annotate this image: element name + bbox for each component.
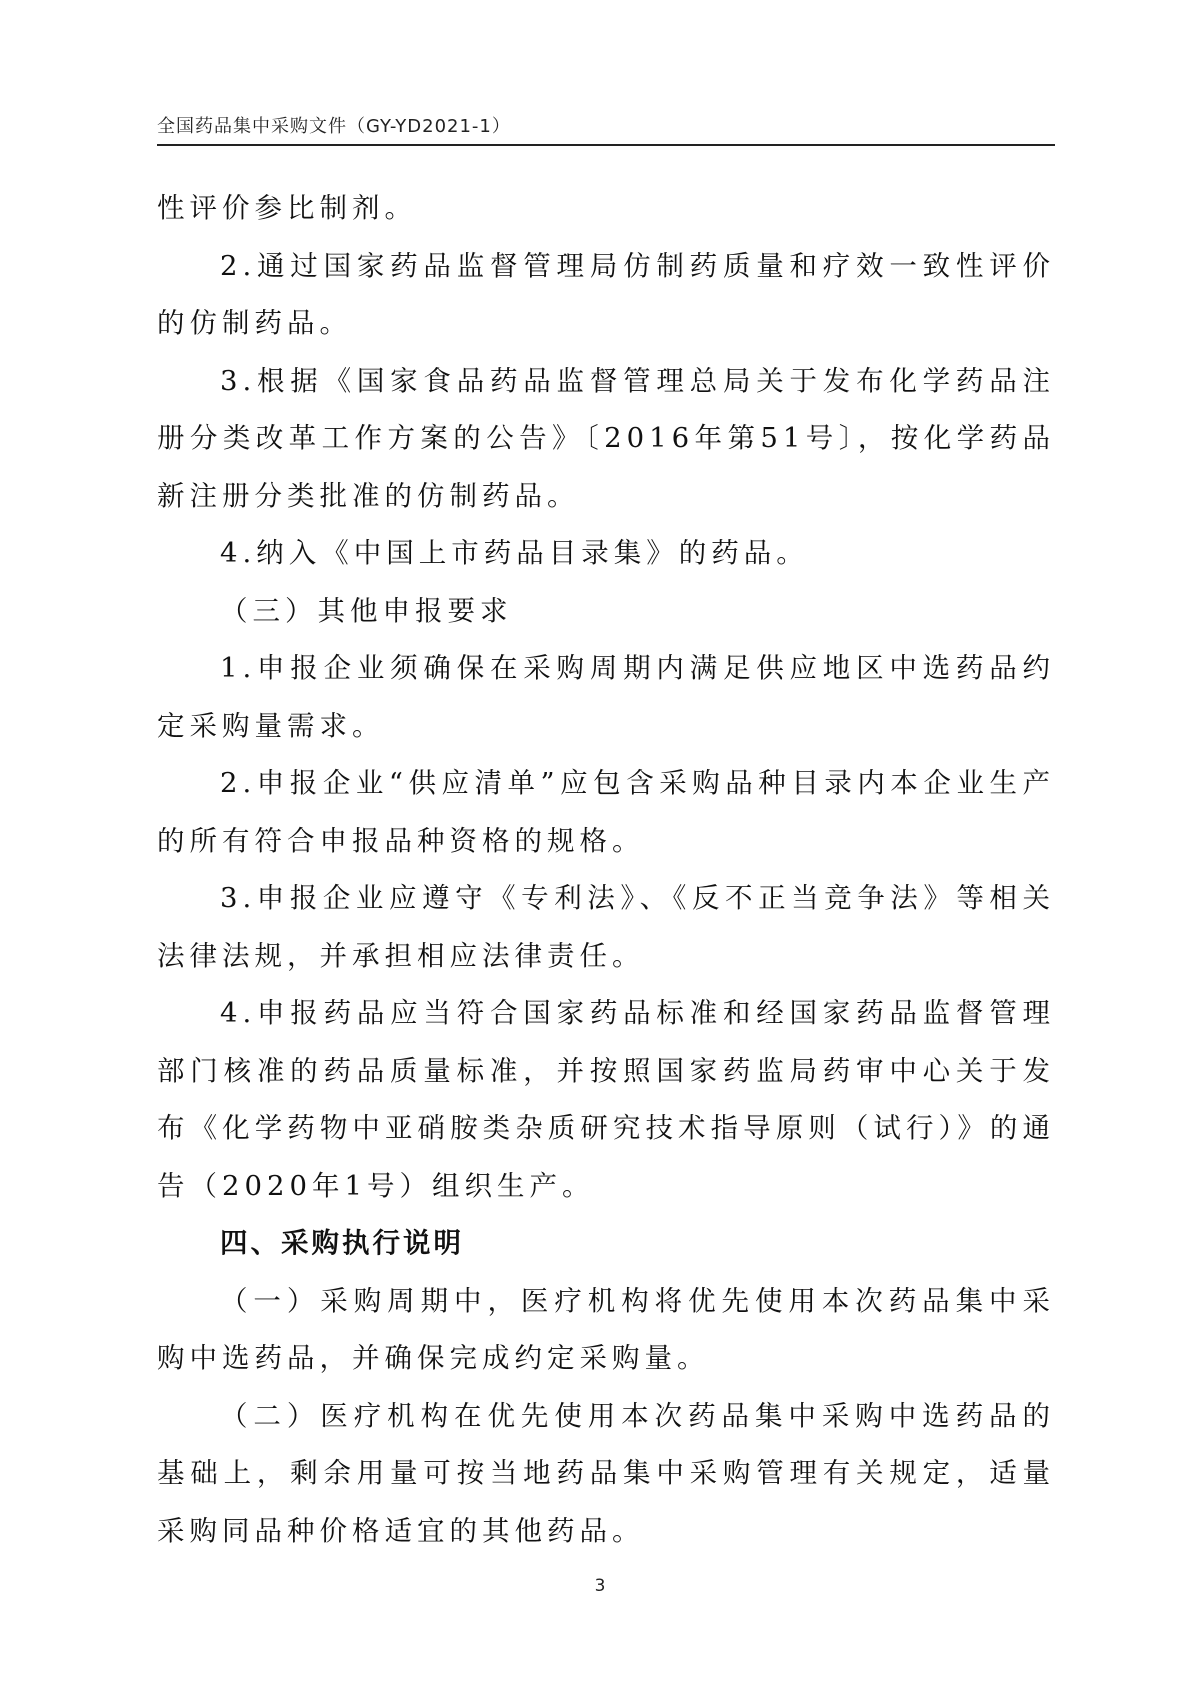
paragraph-requirement-1-supply: 1.申报企业须确保在采购周期内满足供应地区中选药品约定采购量需求。 <box>157 652 1055 742</box>
paragraph-item-3-registration-classification: 3.根据《国家食品药品监督管理总局关于发布化学药品注册分类改革工作方案的公告》〔2016年第51号〕，按化学药品新注册分类批准的仿制药品。 <box>157 364 1055 512</box>
paragraph-requirement-4-quality-standards: 4.申报药品应当符合国家药品标准和经国家药品监督管理部门核准的药品质量标准，并按照国家药监局药审中心关于发布《化学药物中亚硝胺类杂质研究技术指导原则（试行）》的通告（2020年1号）组织生产。 <box>157 997 1055 1202</box>
page-header: 全国药品集中采购文件（GY-YD2021-1） <box>157 116 511 137</box>
paragraph-requirement-3-legal-compliance: 3.申报企业应遵守《专利法》、《反不正当竞争法》等相关法律法规，并承担相应法律责任。 <box>157 882 1055 972</box>
paragraph-execution-2-remaining-usage: （二）医疗机构在优先使用本次药品集中采购中选药品的基础上，剩余用量可按当地药品集中采购管理有关规定，适量采购同品种价格适宜的其他药品。 <box>157 1399 1055 1547</box>
paragraph-reference-drug-continued: 性评价参比制剂。 <box>157 192 417 224</box>
page-number: 3 <box>594 1576 606 1596</box>
document-body <box>157 180 1055 1560</box>
subheading-other-requirements: （三）其他申报要求 <box>220 594 513 627</box>
section-heading-procurement-execution: 四、采购执行说明 <box>220 1227 464 1259</box>
paragraph-execution-1-priority-use: （一）采购周期中，医疗机构将优先使用本次药品集中采购中选药品，并确保完成约定采购量。 <box>157 1284 1055 1374</box>
paragraph-requirement-2-supply-list: 2.申报企业“供应清单”应包含采购品种目录内本企业生产的所有符合申报品种资格的规格。 <box>157 767 1055 857</box>
paragraph-item-2-consistency-evaluation: 2.通过国家药品监督管理局仿制药质量和疗效一致性评价的仿制药品。 <box>157 249 1055 339</box>
header-rule <box>157 144 1055 146</box>
paragraph-item-4-listed-drugs-catalog: 4.纳入《中国上市药品目录集》的药品。 <box>220 537 809 569</box>
